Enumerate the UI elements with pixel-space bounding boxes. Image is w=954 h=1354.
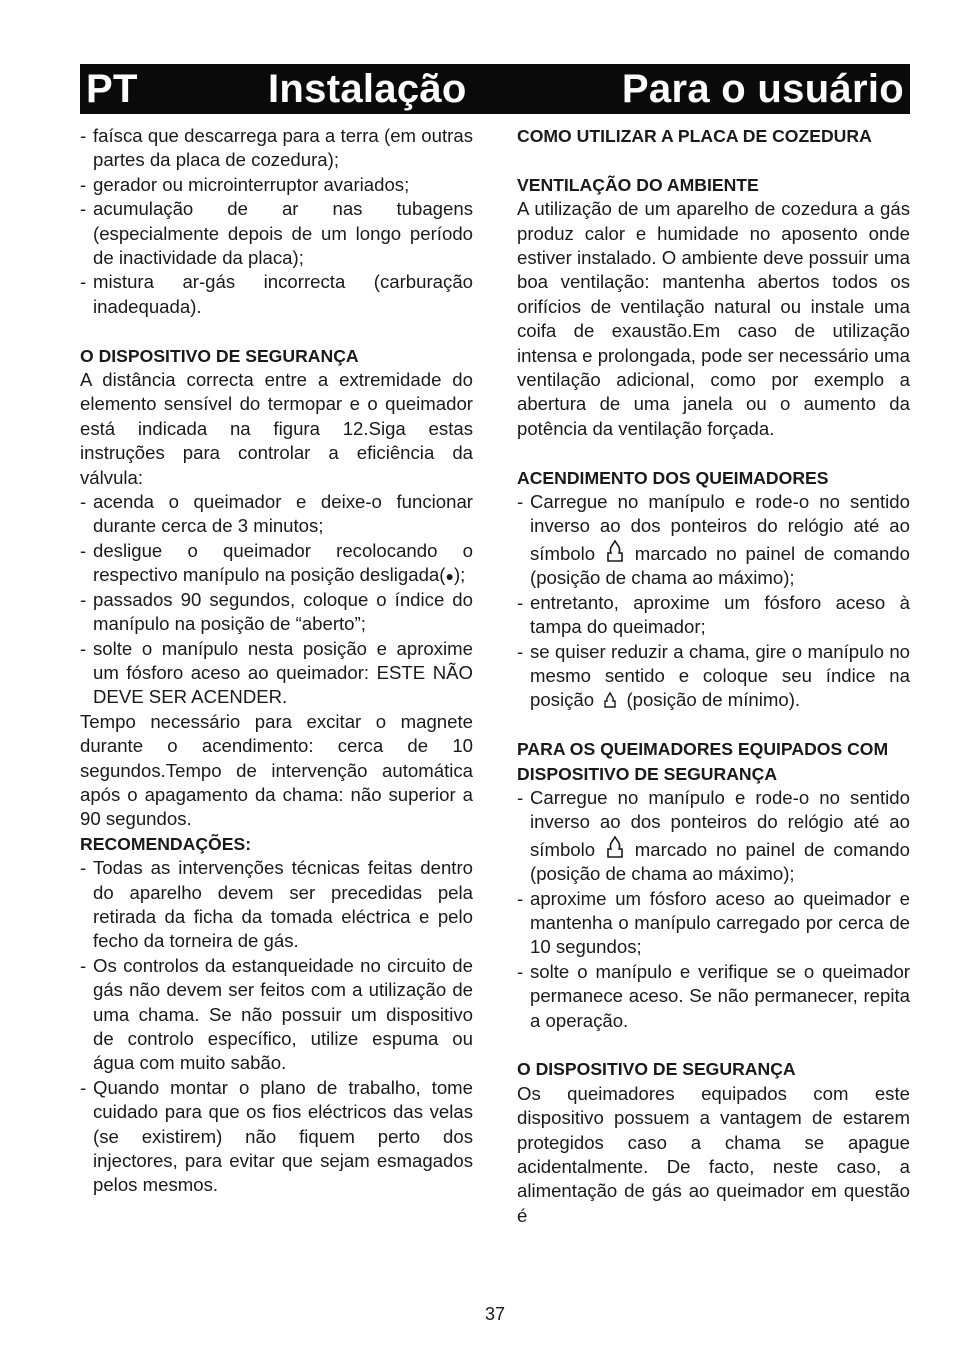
list-item-text: (posição de mínimo).: [626, 689, 801, 711]
list-item: - gerador ou microinterruptor avariados;: [80, 173, 473, 197]
recommendations-heading: RECOMENDAÇÕES:: [80, 833, 252, 854]
timing-paragraph: Tempo necessário para excitar o magnete durante o acendimento: cerca de 10 segundos.Tempo de intervenção automática após o apagamento da chama: não superior a 90 segundos.: [80, 710, 473, 830]
min-flame-icon: [599, 689, 621, 712]
list-item: - passados 90 segundos, coloque o índice do manípulo na posição de “aberto”;: [80, 588, 473, 637]
list-item: [80, 539, 473, 588]
list-item: - aproxime um fósforo aceso ao queimador e mantenha o manípulo carregado por cerca de 10 segundos;: [517, 887, 910, 960]
ignition-heading: ACENDIMENTO DOS QUEIMADORES: [517, 467, 829, 488]
list-item-text: Carregue no manípulo e rode-o no sentido inverso ao dos ponteiros do relógio até ao símbolo: [530, 491, 910, 564]
list-item: [517, 640, 910, 713]
list-item-text: Carregue no manípulo e rode-o no sentido inverso ao dos ponteiros do relógio até ao símbolo: [530, 786, 910, 860]
list-item: - faísca que descarrega para a terra (em outras partes da placa de cozedura);: [80, 124, 473, 173]
list-item: - solte o manípulo nesta posição e aproxime um fósforo aceso ao queimador: ESTE NÃO DEVE SER ACENDER.: [80, 637, 473, 710]
safety-device-text: Os queimadores equipados com este dispositivo possuem a vantagem de estarem protegidos caso a chama se apague acidentalmente. De facto, neste caso, a alimentação de gás ao queimador em questão é: [517, 1082, 910, 1226]
safety-burners-heading: PARA OS QUEIMADORES EQUIPADOS COM DISPOSITIVO DE SEGURANÇA: [517, 739, 889, 784]
list-item: - mistura ar-gás incorrecta (carburação inadequada).: [80, 270, 473, 319]
list-item: - acenda o queimador e deixe-o funcionar durante cerca de 3 minutos;: [80, 490, 473, 539]
list-item-text: se quiser reduzir a chama, gire o manípulo no mesmo sentido e coloque seu índice na posição: [530, 640, 910, 711]
list-item: - Todas as intervenções técnicas feitas dentro do aparelho devem ser precedidas pela retirada da ficha da tomada eléctrica e pelo fecho da torneira de gás.: [80, 856, 473, 954]
how-to-use-heading: COMO UTILIZAR A PLACA DE COZEDURA: [517, 126, 872, 146]
list-item-text: marcado no painel de comando (posição de chama ao máximo);: [530, 542, 910, 589]
list-item: [517, 786, 910, 887]
list-item-text-end: );: [453, 564, 466, 586]
off-position-icon: ●: [445, 568, 454, 585]
language-code: PT: [86, 67, 138, 111]
ventilation-text: A utilização de um aparelho de cozedura a gás produz calor e humidade no aposento onde estiver instalado. O ambiente deve possuir uma boa ventilação: mantenha abertos todos os orifícios de ventilação natural ou instale uma coifa de exaustão.Em caso de utilização intensa e prolongada, pode ser necessário uma ventilação adicional, como por exemplo a abertura de uma janela ou o aumento da potência da ventilação forçada.: [517, 198, 910, 439]
left-column: [80, 124, 473, 1198]
list-item: - Quando montar o plano de trabalho, tome cuidado para que os fios eléctricos das velas (se existirem) não fiquem perto dos injectores, para evitar que sejam esmagados pelos mesmos.: [80, 1076, 473, 1198]
list-item: - acumulação de ar nas tubagens (especialmente depois de um longo período de inactividade da placa);: [80, 197, 473, 270]
list-item-text: marcado no painel de comando (posição de chama ao máximo);: [530, 838, 910, 885]
list-item-text: desligue o queimador recolocando o respectivo manípulo na posição desligada(: [93, 539, 473, 586]
list-item: - Os controlos da estanqueidade no circuito de gás não devem ser feitos com a utilização de uma chama. Se não possuir um dispositivo de controlo específico, utilize espuma ou água com muito sabão.: [80, 954, 473, 1076]
page-header-bar: [80, 64, 910, 114]
section-title-installation: Instalação: [268, 67, 467, 111]
list-item: [517, 490, 910, 591]
list-item: - solte o manípulo e verifique se o queimador permanece aceso. Se não permanecer, repita a operação.: [517, 960, 910, 1033]
safety-device-heading-right: O DISPOSITIVO DE SEGURANÇA: [517, 1059, 796, 1080]
page-number: 37: [484, 1304, 506, 1324]
right-column: [517, 124, 910, 1228]
ventilation-heading: VENTILAÇÃO DO AMBIENTE: [517, 174, 759, 195]
safety-device-intro: A distância correcta entre a extremidade do elemento sensível do termopar e o queimador está indicada na figura 12.Siga estas instruções para controlar a eficiência da válvula:: [80, 369, 473, 488]
list-item: - entretanto, aproxime um fósforo aceso à tampa do queimador;: [517, 591, 910, 640]
section-title-user: Para o usuário: [621, 67, 904, 111]
max-flame-icon: [604, 539, 626, 566]
max-flame-icon: [604, 835, 626, 862]
safety-device-heading: O DISPOSITIVO DE SEGURANÇA: [80, 345, 359, 366]
